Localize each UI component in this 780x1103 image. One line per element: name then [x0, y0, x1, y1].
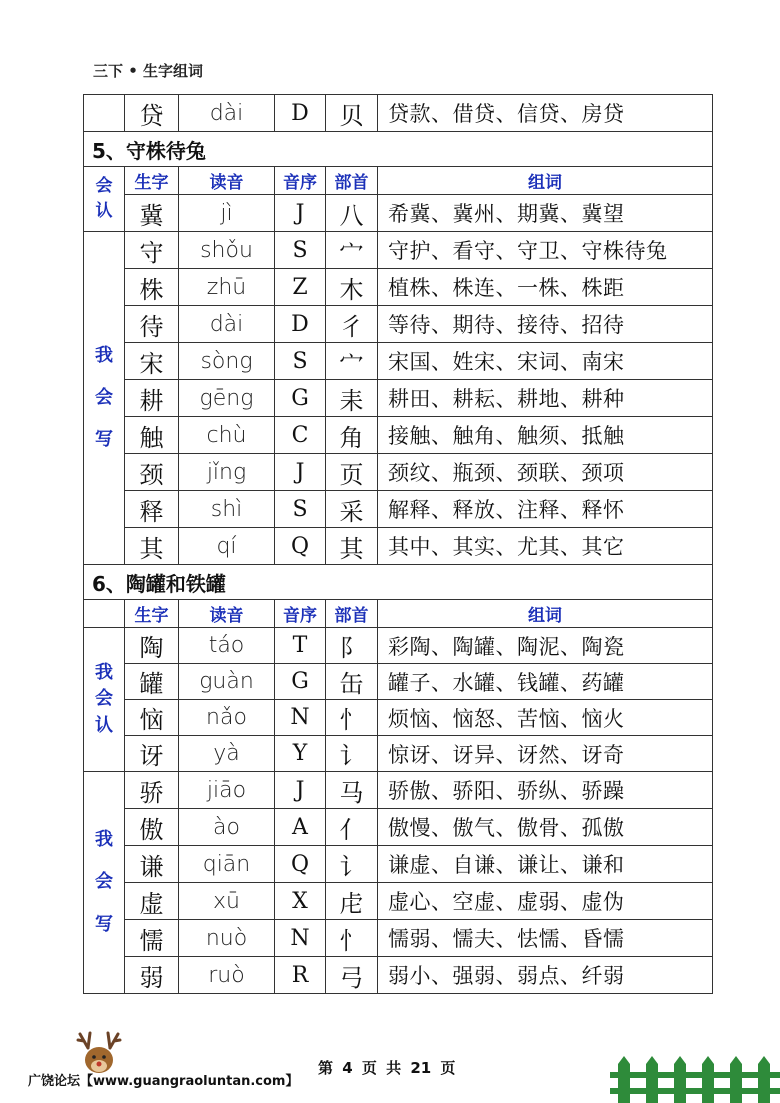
words-cell: 宋国、姓宋、宋词、南宋	[378, 343, 713, 380]
empty-group-cell	[84, 600, 125, 628]
words-cell: 植株、株连、一株、株距	[378, 269, 713, 306]
radical-cell: 八	[326, 195, 378, 232]
group-label-char: 认	[95, 714, 113, 736]
header-pinyin: 读音	[179, 600, 275, 628]
header-order: 音序	[275, 600, 326, 628]
sound-order-cell: D	[275, 95, 326, 132]
sound-order-cell: Q	[275, 528, 326, 565]
radical-cell: 其	[326, 528, 378, 565]
group-label-char: 会	[95, 176, 113, 197]
words-cell: 骄傲、骄阳、骄纵、骄躁	[378, 772, 713, 809]
pinyin-cell: yà	[179, 736, 275, 772]
radical-cell: 彳	[326, 306, 378, 343]
group-label-char: 会	[95, 386, 113, 408]
lesson-title-row	[84, 132, 713, 167]
lesson-title: 5、守株待兔	[84, 132, 713, 167]
footer-site: 广饶论坛【www.guangraoluntan.com】	[28, 1074, 299, 1089]
lesson-title-row	[84, 565, 713, 600]
header-words: 组词	[378, 600, 713, 628]
table-row	[84, 846, 713, 883]
table-row	[84, 628, 713, 664]
radical-cell: 贝	[326, 95, 378, 132]
pinyin-cell: qí	[179, 528, 275, 565]
header-char: 生字	[125, 167, 179, 195]
words-cell: 傲慢、傲气、傲骨、孤傲	[378, 809, 713, 846]
sound-order-cell: J	[275, 772, 326, 809]
char-cell: 弱	[125, 957, 179, 994]
footer-page-number: 第 4 页 共 21 页	[318, 1059, 456, 1077]
pinyin-cell: jiāo	[179, 772, 275, 809]
pinyin-cell: gēng	[179, 380, 275, 417]
table-row	[84, 920, 713, 957]
radical-cell: 弓	[326, 957, 378, 994]
char-cell: 宋	[125, 343, 179, 380]
table-row	[84, 528, 713, 565]
table-row	[84, 195, 713, 232]
words-cell: 贷款、借贷、信贷、房贷	[378, 95, 713, 132]
group-label-char: 会	[95, 871, 113, 893]
pinyin-cell: qiān	[179, 846, 275, 883]
empty-group-cell	[84, 95, 125, 132]
words-cell: 彩陶、陶罐、陶泥、陶瓷	[378, 628, 713, 664]
radical-cell: 虍	[326, 883, 378, 920]
words-cell: 耕田、耕耘、耕地、耕种	[378, 380, 713, 417]
radical-cell: 采	[326, 491, 378, 528]
sound-order-cell: N	[275, 700, 326, 736]
radical-cell: 页	[326, 454, 378, 491]
header-words: 组词	[378, 167, 713, 195]
words-cell: 等待、期待、接待、招待	[378, 306, 713, 343]
pinyin-cell: dài	[179, 95, 275, 132]
words-cell: 罐子、水罐、钱罐、药罐	[378, 664, 713, 700]
char-cell: 触	[125, 417, 179, 454]
column-header-row	[84, 167, 713, 195]
fence-icon	[610, 1050, 780, 1103]
pinyin-cell: ruò	[179, 957, 275, 994]
words-cell: 守护、看守、守卫、守株待兔	[378, 232, 713, 269]
header-radical: 部首	[326, 600, 378, 628]
radical-cell: 讠	[326, 846, 378, 883]
sound-order-cell: T	[275, 628, 326, 664]
table-row	[84, 491, 713, 528]
sound-order-cell: G	[275, 380, 326, 417]
pinyin-cell: sòng	[179, 343, 275, 380]
table-row	[84, 269, 713, 306]
group-label-char: 我	[95, 829, 113, 851]
sound-order-cell: J	[275, 454, 326, 491]
pinyin-cell: chù	[179, 417, 275, 454]
sound-order-cell: G	[275, 664, 326, 700]
char-cell: 恼	[125, 700, 179, 736]
sound-order-cell: X	[275, 883, 326, 920]
words-cell: 解释、释放、注释、释怀	[378, 491, 713, 528]
words-cell: 接触、触角、触须、抵触	[378, 417, 713, 454]
char-cell: 冀	[125, 195, 179, 232]
group-label-char: 认	[95, 201, 113, 221]
char-cell: 讶	[125, 736, 179, 772]
header-pinyin: 读音	[179, 167, 275, 195]
header-order: 音序	[275, 167, 326, 195]
char-cell: 守	[125, 232, 179, 269]
group-label	[84, 167, 125, 232]
char-cell: 懦	[125, 920, 179, 957]
radical-cell: 缶	[326, 664, 378, 700]
table-row	[84, 736, 713, 772]
pinyin-cell: xū	[179, 883, 275, 920]
group-label	[84, 232, 125, 565]
sound-order-cell: Y	[275, 736, 326, 772]
pinyin-cell: dài	[179, 306, 275, 343]
sound-order-cell: J	[275, 195, 326, 232]
radical-cell: 亻	[326, 809, 378, 846]
table-row	[84, 700, 713, 736]
words-cell: 其中、其实、尤其、其它	[378, 528, 713, 565]
char-cell: 耕	[125, 380, 179, 417]
header-char: 生字	[125, 600, 179, 628]
group-label-char: 我	[95, 344, 113, 366]
group-label-char: 我	[95, 662, 113, 684]
table-row	[84, 306, 713, 343]
column-header-row	[84, 600, 713, 628]
char-cell: 虚	[125, 883, 179, 920]
char-cell: 株	[125, 269, 179, 306]
group-label-char: 会	[95, 688, 113, 710]
char-cell: 待	[125, 306, 179, 343]
sound-order-cell: C	[275, 417, 326, 454]
words-cell: 弱小、强弱、弱点、纤弱	[378, 957, 713, 994]
sound-order-cell: N	[275, 920, 326, 957]
char-cell: 罐	[125, 664, 179, 700]
words-cell: 烦恼、恼怒、苦恼、恼火	[378, 700, 713, 736]
char-cell: 骄	[125, 772, 179, 809]
words-cell: 希冀、冀州、期冀、冀望	[378, 195, 713, 232]
table-row	[84, 417, 713, 454]
vocab-table	[83, 94, 713, 994]
table-row	[84, 664, 713, 700]
char-cell: 其	[125, 528, 179, 565]
radical-cell: 忄	[326, 700, 378, 736]
table-row	[84, 809, 713, 846]
sound-order-cell: Q	[275, 846, 326, 883]
pinyin-cell: jì	[179, 195, 275, 232]
sound-order-cell: D	[275, 306, 326, 343]
words-cell: 惊讶、讶异、讶然、讶奇	[378, 736, 713, 772]
sound-order-cell: S	[275, 491, 326, 528]
sound-order-cell: S	[275, 343, 326, 380]
table-row	[84, 232, 713, 269]
char-cell: 贷	[125, 95, 179, 132]
radical-cell: 耒	[326, 380, 378, 417]
pinyin-cell: jǐng	[179, 454, 275, 491]
table-row	[84, 343, 713, 380]
page-header: 三下 • 生字组词	[93, 62, 204, 80]
table-row	[84, 95, 713, 132]
group-label	[84, 772, 125, 994]
radical-cell: 马	[326, 772, 378, 809]
pinyin-cell: ào	[179, 809, 275, 846]
radical-cell: 讠	[326, 736, 378, 772]
pinyin-cell: guàn	[179, 664, 275, 700]
table-row	[84, 772, 713, 809]
pinyin-cell: nǎo	[179, 700, 275, 736]
words-cell: 虚心、空虚、虚弱、虚伪	[378, 883, 713, 920]
table-row	[84, 454, 713, 491]
pinyin-cell: táo	[179, 628, 275, 664]
words-cell: 谦虚、自谦、谦让、谦和	[378, 846, 713, 883]
words-cell: 懦弱、懦夫、怯懦、昏懦	[378, 920, 713, 957]
header-radical: 部首	[326, 167, 378, 195]
table-row	[84, 883, 713, 920]
sound-order-cell: S	[275, 232, 326, 269]
char-cell: 陶	[125, 628, 179, 664]
words-cell: 颈纹、瓶颈、颈联、颈项	[378, 454, 713, 491]
radical-cell: 木	[326, 269, 378, 306]
radical-cell: 宀	[326, 232, 378, 269]
radical-cell: 阝	[326, 628, 378, 664]
sound-order-cell: Z	[275, 269, 326, 306]
char-cell: 傲	[125, 809, 179, 846]
group-label	[84, 628, 125, 772]
pinyin-cell: shǒu	[179, 232, 275, 269]
group-label-char: 写	[95, 913, 113, 935]
table-row	[84, 957, 713, 994]
radical-cell: 宀	[326, 343, 378, 380]
table-row	[84, 380, 713, 417]
char-cell: 谦	[125, 846, 179, 883]
pinyin-cell: zhū	[179, 269, 275, 306]
sound-order-cell: R	[275, 957, 326, 994]
lesson-title: 6、陶罐和铁罐	[84, 565, 713, 600]
char-cell: 颈	[125, 454, 179, 491]
sound-order-cell: A	[275, 809, 326, 846]
pinyin-cell: nuò	[179, 920, 275, 957]
group-label-char: 写	[95, 429, 113, 451]
vocab-table-body	[84, 95, 713, 994]
char-cell: 释	[125, 491, 179, 528]
radical-cell: 角	[326, 417, 378, 454]
pinyin-cell: shì	[179, 491, 275, 528]
radical-cell: 忄	[326, 920, 378, 957]
